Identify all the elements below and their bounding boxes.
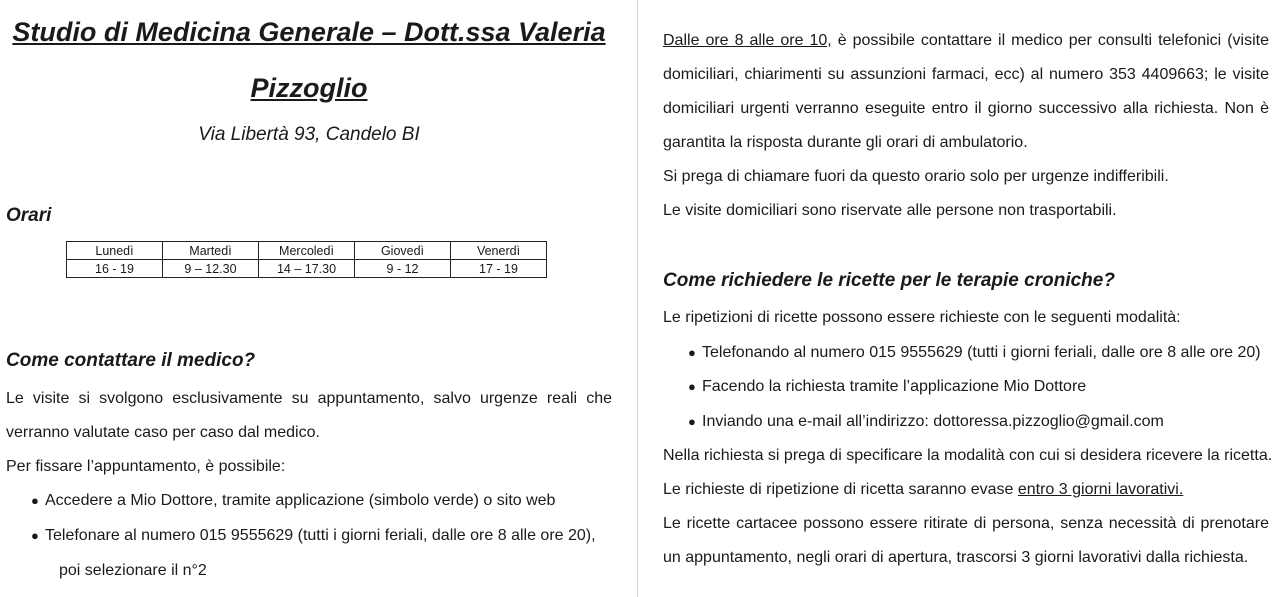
list-item <box>31 519 631 553</box>
phone-paragraph-1 <box>663 24 1269 160</box>
list-item <box>31 484 631 518</box>
contact-paragraph-1: Le visite si svolgono esclusivamente su appuntamento, salvo urgenze reali che verranno valutate caso per caso dal medico. <box>6 390 612 441</box>
recipes-intro: Le ripetizioni di ricette possono essere richieste con le seguenti modalità: <box>663 309 1181 326</box>
list-item <box>688 336 1278 370</box>
right-page <box>639 0 1280 597</box>
time-cell: 14 – 17.30 <box>259 260 355 278</box>
address: Via Libertà 93, Candelo BI <box>198 124 420 145</box>
title-line-1: Studio di Medicina Generale – Dott.ssa Valeria <box>12 17 606 47</box>
phone-paragraph-1-text: è possibile contattare il medico per consulti telefonici (visite domiciliari, chiarimenti su assunzioni farmaci, ecc) al numero 353 4409663; le visite domiciliari urgenti verranno eseguite entro il giorno successivo alla richiesta. Non è garantita la risposta durante gli orari di ambulatorio. <box>663 32 1270 151</box>
contact-heading: Come contattare il medico? <box>6 350 256 371</box>
list-item-continuation: poi selezionare il n°2 <box>59 562 207 579</box>
day-cell: Giovedì <box>355 242 451 260</box>
list-item <box>688 370 1278 404</box>
list-item-text: Accedere a Mio Dottore, tramite applicazione (simbolo verde) o sito web <box>45 492 556 509</box>
document-title <box>0 4 618 116</box>
time-cell: 16 - 19 <box>67 260 163 278</box>
bullet-icon: ● <box>688 379 696 394</box>
contact-paragraph-2: Per fissare l’appuntamento, è possibile: <box>6 458 286 475</box>
phone-paragraph-2: Si prega di chiamare fuori da questo orario solo per urgenze indifferibili. <box>663 168 1169 185</box>
time-cell: 9 – 12.30 <box>163 260 259 278</box>
phone-paragraph-3: Le visite domiciliari sono riservate alle persone non trasportabili. <box>663 202 1117 219</box>
hours-days-row <box>67 242 547 260</box>
page-divider <box>637 0 638 597</box>
recipes-paragraph-3: Le ricette cartacee possono essere ritirate di persona, senza necessità di prenotare un appuntamento, negli orari di apertura, trascorsi 3 giorni lavorativi dalla richiesta. <box>663 515 1269 566</box>
recipes-heading: Come richiedere le ricette per le terapie croniche? <box>663 270 1115 291</box>
deadline-underlined: entro 3 giorni lavorativi. <box>1017 481 1184 498</box>
bullet-icon: ● <box>31 528 39 543</box>
recipes-paragraph-1: Nella richiesta si prega di specificare la modalità con cui si desidera ricevere la ricetta. <box>663 447 1273 464</box>
day-cell: Martedì <box>163 242 259 260</box>
left-page <box>0 0 637 597</box>
list-item-text: Inviando una e-mail all’indirizzo: dottoressa.pizzoglio@gmail.com <box>702 413 1164 430</box>
bullet-icon: ● <box>688 414 696 429</box>
hours-heading: Orari <box>6 205 52 226</box>
title-line-2: Pizzoglio <box>250 73 368 103</box>
hours-table <box>66 241 547 278</box>
bullet-icon: ● <box>688 345 696 360</box>
time-cell: 17 - 19 <box>451 260 547 278</box>
list-item-text: Telefonando al numero 015 9555629 (tutti i giorni feriali, dalle ore 8 alle ore 20) <box>702 344 1261 361</box>
day-cell: Venerdì <box>451 242 547 260</box>
phone-hours-underlined: Dalle ore 8 alle ore 10, <box>663 32 832 49</box>
recipes-paragraph-2-text: Le richieste di ripetizione di ricetta saranno evase <box>663 481 1018 498</box>
time-cell: 9 - 12 <box>355 260 451 278</box>
day-cell: Lunedì <box>67 242 163 260</box>
list-item-text: Facendo la richiesta tramite l’applicazione Mio Dottore <box>702 378 1087 395</box>
bullet-icon: ● <box>31 493 39 508</box>
day-cell: Mercoledì <box>259 242 355 260</box>
hours-times-row <box>67 260 547 278</box>
recipes-paragraph-2 <box>663 473 1273 507</box>
list-item <box>688 405 1278 439</box>
list-item-text: Telefonare al numero 015 9555629 (tutti i giorni feriali, dalle ore 8 alle ore 20), <box>45 527 596 544</box>
